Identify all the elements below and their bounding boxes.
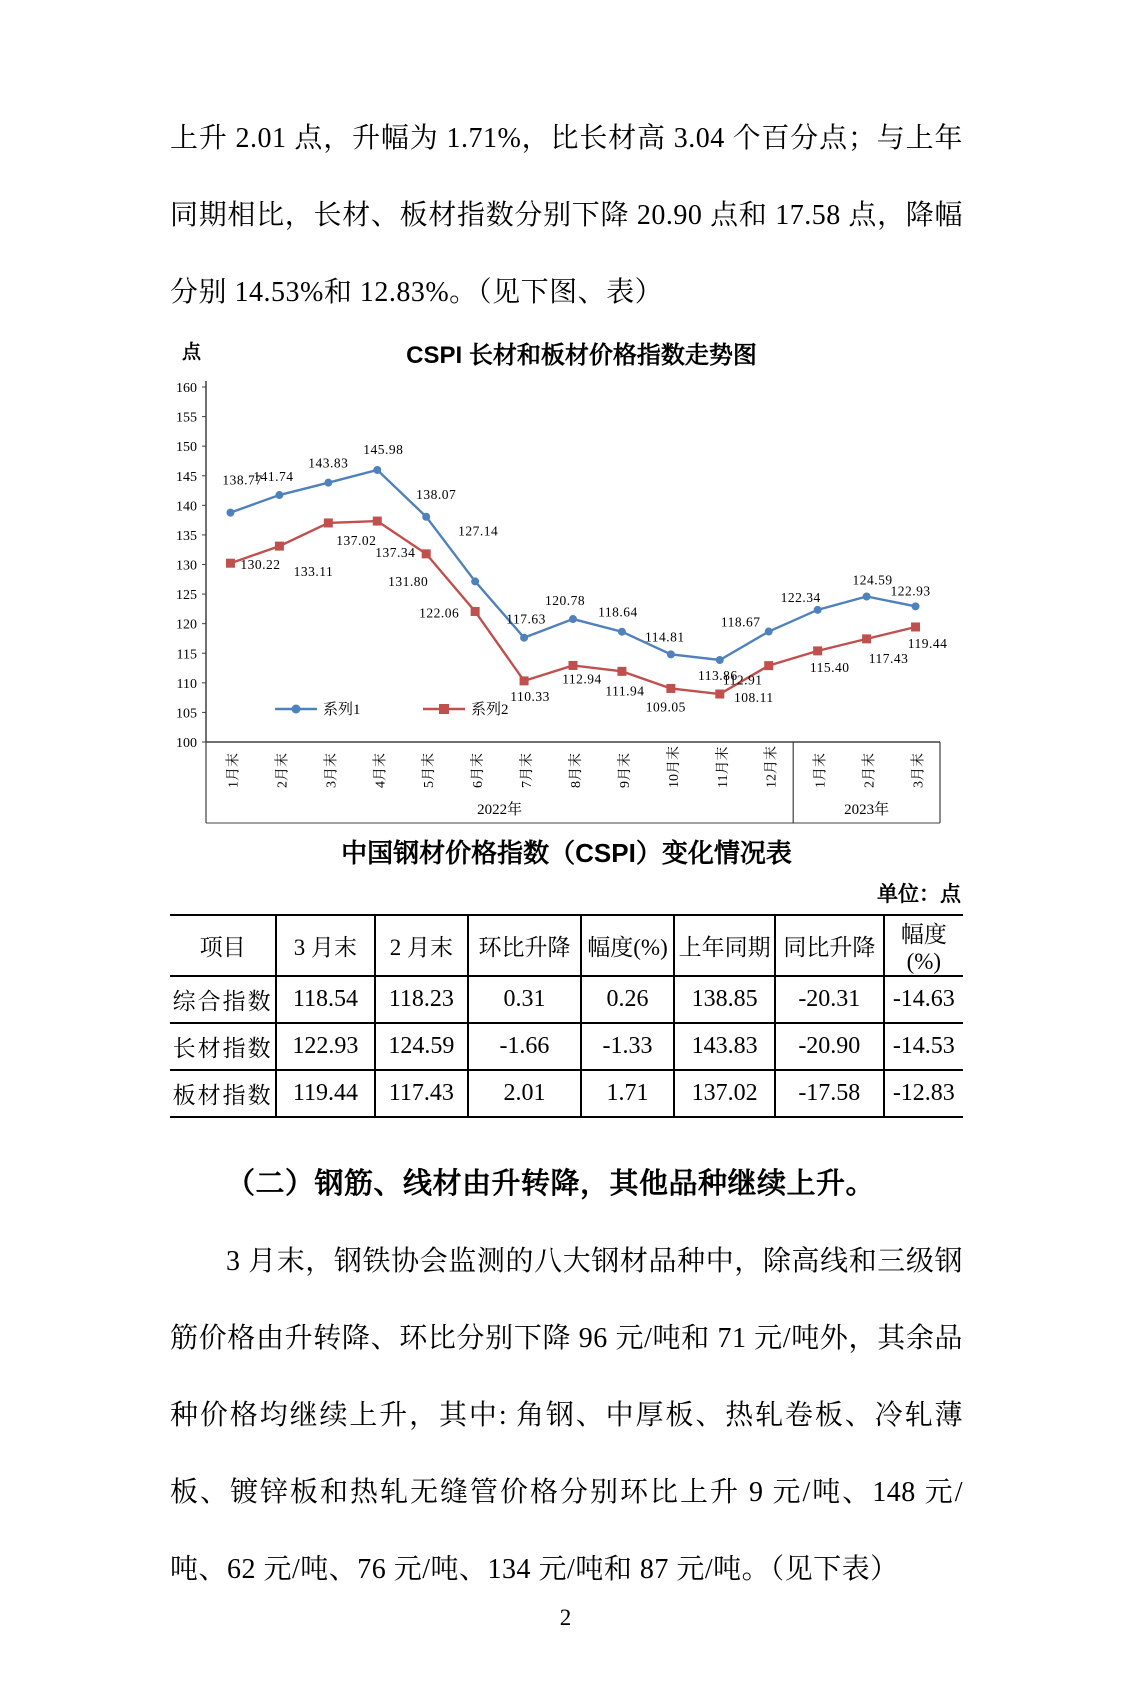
data-label: 112.94 bbox=[562, 671, 602, 687]
data-point-marker bbox=[520, 634, 528, 642]
section-heading: （二）钢筋、线材由升转降，其他品种继续上升。 bbox=[226, 1168, 876, 1200]
x-tick-label: 7月末 bbox=[520, 753, 536, 788]
data-point-marker bbox=[373, 517, 382, 526]
y-tick-label: 135 bbox=[176, 528, 197, 544]
x-tick-label: 6月末 bbox=[471, 753, 487, 788]
data-point-marker bbox=[715, 690, 724, 699]
value-cell: -14.63 bbox=[884, 976, 963, 1023]
value-cell: 2.01 bbox=[468, 1070, 581, 1117]
value-cell: 0.26 bbox=[581, 976, 675, 1023]
paragraph-continued: 上升 2.01 点，升幅为 1.71%，比长材高 3.04 个百分点；与上年同期相比，长材、板材指数分别下降 20.90 点和 17.58 点，降幅分别 14.53%和 12.83%。（见下图、表） bbox=[170, 123, 963, 308]
row-label-cell: 综合指数 bbox=[170, 976, 276, 1023]
value-cell: 122.93 bbox=[276, 1023, 374, 1070]
data-point-marker bbox=[911, 622, 920, 631]
data-label: 130.22 bbox=[240, 557, 281, 573]
value-cell: -14.53 bbox=[884, 1023, 963, 1070]
data-label: 122.34 bbox=[780, 589, 821, 605]
value-cell: -20.90 bbox=[775, 1023, 884, 1070]
data-point-marker bbox=[666, 684, 675, 693]
year-label: 2023年 bbox=[844, 802, 890, 818]
table-unit-note: 单位：点 bbox=[877, 883, 961, 906]
data-label: 113.86 bbox=[697, 667, 738, 683]
data-point-marker bbox=[813, 646, 822, 655]
table-header-cell: 上年同期 bbox=[674, 915, 775, 976]
year-label: 2022年 bbox=[477, 802, 523, 818]
data-label: 133.11 bbox=[293, 564, 334, 580]
chart-y-axis-unit: 点 bbox=[182, 342, 202, 363]
y-tick-label: 160 bbox=[176, 381, 197, 396]
data-point-marker bbox=[667, 650, 675, 658]
value-cell: 0.31 bbox=[468, 976, 581, 1023]
data-point-marker bbox=[569, 661, 578, 670]
row-label-cell: 板材指数 bbox=[170, 1070, 276, 1117]
data-label: 117.63 bbox=[506, 611, 546, 627]
value-cell: 124.59 bbox=[375, 1023, 469, 1070]
data-label: 138.77 bbox=[222, 472, 263, 488]
x-tick-label: 3月末 bbox=[911, 753, 927, 788]
y-tick-label: 120 bbox=[176, 617, 197, 633]
table-title: 中国钢材价格指数（CSPI）变化情况表 bbox=[341, 838, 792, 868]
data-label: 118.64 bbox=[598, 604, 638, 620]
value-cell: 118.54 bbox=[276, 976, 374, 1023]
data-label: 141.74 bbox=[253, 469, 294, 485]
value-cell: 137.02 bbox=[674, 1070, 775, 1117]
data-point-marker bbox=[422, 513, 430, 521]
x-tick-label: 12月末 bbox=[764, 746, 780, 788]
data-label: 114.81 bbox=[645, 629, 685, 645]
data-point-marker bbox=[716, 656, 724, 664]
data-point-marker bbox=[275, 491, 283, 499]
chart-title: CSPI 长材和板材价格指数走势图 bbox=[406, 342, 757, 369]
y-tick-label: 145 bbox=[176, 469, 197, 485]
data-label: 143.83 bbox=[308, 455, 349, 471]
data-label: 138.07 bbox=[416, 486, 457, 502]
data-point-marker bbox=[814, 606, 822, 614]
data-point-marker bbox=[324, 479, 332, 487]
value-cell: 118.23 bbox=[375, 976, 469, 1023]
page-content bbox=[170, 100, 963, 1608]
data-point-marker bbox=[569, 615, 577, 623]
x-tick-label: 11月末 bbox=[715, 746, 731, 788]
value-cell: 119.44 bbox=[276, 1070, 374, 1117]
legend-label: 系列1 bbox=[323, 702, 361, 718]
data-point-marker bbox=[520, 676, 529, 685]
data-point-marker bbox=[912, 602, 920, 610]
value-cell: -1.33 bbox=[581, 1023, 675, 1070]
data-label: 122.93 bbox=[890, 583, 931, 599]
data-point-marker bbox=[862, 634, 871, 643]
cspi-table bbox=[170, 914, 963, 1118]
value-cell: -12.83 bbox=[884, 1070, 963, 1117]
value-cell: -1.66 bbox=[468, 1023, 581, 1070]
table-header-cell: 项目 bbox=[170, 915, 276, 976]
value-cell: 117.43 bbox=[375, 1070, 469, 1117]
data-point-marker bbox=[422, 549, 431, 558]
legend-label: 系列2 bbox=[471, 702, 509, 718]
x-tick-label: 10月末 bbox=[666, 746, 682, 788]
y-tick-label: 155 bbox=[176, 410, 197, 426]
data-label: 108.11 bbox=[733, 690, 774, 706]
table-header-cell: 同比升降 bbox=[775, 915, 884, 976]
table-row bbox=[170, 1070, 963, 1117]
page-number: 2 bbox=[559, 1605, 572, 1630]
value-cell: -20.31 bbox=[775, 976, 884, 1023]
y-tick-label: 140 bbox=[176, 499, 197, 515]
x-tick-label: 5月末 bbox=[422, 753, 438, 788]
data-label: 117.43 bbox=[868, 650, 909, 666]
x-tick-label: 8月末 bbox=[569, 753, 584, 788]
table-row bbox=[170, 1023, 963, 1070]
cspi-trend-chart bbox=[170, 335, 963, 831]
data-label: 122.06 bbox=[419, 605, 460, 621]
data-label: 115.40 bbox=[809, 659, 850, 675]
data-point-marker bbox=[863, 593, 871, 601]
data-point-marker bbox=[471, 577, 479, 585]
data-label: 120.78 bbox=[544, 593, 586, 609]
data-label: 145.98 bbox=[363, 441, 404, 457]
value-cell: 138.85 bbox=[674, 976, 775, 1023]
data-point-marker bbox=[275, 542, 284, 551]
y-tick-label: 110 bbox=[176, 676, 197, 692]
data-label: 110.33 bbox=[510, 688, 550, 704]
series-line-1 bbox=[230, 470, 915, 660]
table-header-cell: 幅度(%) bbox=[884, 915, 963, 976]
data-label: 119.44 bbox=[907, 635, 948, 651]
data-point-marker bbox=[226, 509, 234, 517]
x-tick-label: 1月末 bbox=[226, 753, 242, 788]
data-label: 127.14 bbox=[458, 523, 499, 539]
paragraph-2: 3 月末，钢铁协会监测的八大钢材品种中，除高线和三级钢筋价格由升转降、环比分别下降 96 元/吨和 71 元/吨外，其余品种价格均继续上升，其中: 角钢、中厚板、热轧卷板、冷轧薄板、镀锌板和热轧无缝管价格分别环比上升 9 元/吨、148 元/吨、62 元/吨、76 元/吨、134 元/吨和 87 元/吨。（见下表） bbox=[170, 1246, 963, 1585]
chart-canvas bbox=[170, 367, 963, 829]
y-tick-label: 100 bbox=[176, 736, 197, 751]
data-point-marker bbox=[618, 628, 626, 636]
y-tick-label: 115 bbox=[176, 647, 197, 663]
table-header-cell: 2 月末 bbox=[375, 915, 469, 976]
data-label: 131.80 bbox=[388, 573, 429, 589]
x-tick-label: 4月末 bbox=[373, 753, 389, 788]
value-cell: -17.58 bbox=[775, 1070, 884, 1117]
y-tick-label: 150 bbox=[176, 440, 197, 456]
table-header-row bbox=[170, 915, 963, 976]
x-tick-label: 1月末 bbox=[813, 753, 829, 788]
data-point-marker bbox=[765, 628, 773, 636]
data-label: 109.05 bbox=[645, 699, 686, 715]
x-tick-label: 2月末 bbox=[862, 753, 878, 788]
table-body bbox=[170, 976, 963, 1117]
data-point-marker bbox=[471, 607, 480, 616]
data-label: 124.59 bbox=[852, 572, 893, 588]
data-point-marker bbox=[373, 466, 381, 474]
x-tick-label: 2月末 bbox=[275, 753, 291, 788]
y-tick-label: 130 bbox=[176, 558, 197, 574]
y-tick-label: 105 bbox=[176, 706, 197, 722]
table-row bbox=[170, 976, 963, 1023]
data-label: 137.02 bbox=[336, 532, 377, 548]
data-point-marker bbox=[617, 667, 626, 676]
data-label: 118.67 bbox=[720, 614, 761, 630]
data-point-marker bbox=[324, 518, 333, 527]
value-cell: 1.71 bbox=[581, 1070, 675, 1117]
table-header-cell: 环比升降 bbox=[468, 915, 581, 976]
document-page bbox=[0, 100, 1131, 1630]
data-point-marker bbox=[226, 559, 235, 568]
value-cell: 143.83 bbox=[674, 1023, 775, 1070]
data-label: 111.94 bbox=[605, 683, 645, 699]
y-tick-label: 125 bbox=[176, 588, 197, 604]
x-tick-label: 9月末 bbox=[617, 753, 633, 788]
data-label: 112.91 bbox=[722, 672, 763, 688]
data-label: 137.34 bbox=[375, 545, 416, 561]
row-label-cell: 长材指数 bbox=[170, 1023, 276, 1070]
x-tick-label: 3月末 bbox=[324, 753, 340, 788]
table-header-cell: 幅度(%) bbox=[581, 915, 675, 976]
table-header-cell: 3 月末 bbox=[276, 915, 374, 976]
data-point-marker bbox=[764, 661, 773, 670]
